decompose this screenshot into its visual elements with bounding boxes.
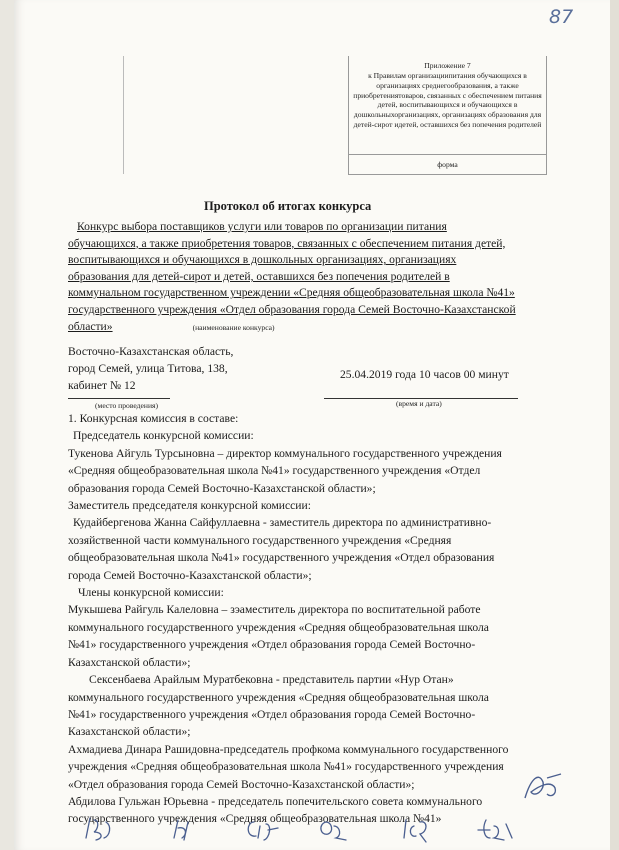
body-line: Сексенбаева Арайлым Муратбековна - представитель партии «Нур Отан» <box>89 673 454 687</box>
intro-line-last <box>68 319 548 337</box>
body-line: Члены конкурсной комиссии: <box>78 586 224 600</box>
header-table-divider <box>123 56 124 174</box>
body-line: Председатель конкурсной комиссии: <box>73 429 254 443</box>
body-line: учреждения «Средняя общеобразовательная школа №41» государственного учреждения <box>68 760 504 774</box>
body-line: города Семей Восточно-Казахстанской области»; <box>68 568 312 582</box>
signature-1-icon <box>86 818 110 840</box>
time-caption: (время и дата) <box>396 399 442 408</box>
address-line: Восточно-Казахстанская область, <box>68 345 234 358</box>
body-line: Кудайбергенова Жанна Сайфуллаевна - заместитель директора по административно- <box>73 516 492 530</box>
commission-composition <box>68 410 568 828</box>
meeting-datetime: 25.04.2019 года 10 часов 00 минут <box>340 368 509 381</box>
page-number: 87 <box>549 6 574 28</box>
body-line: Тукенова Айгуль Турсыновна – директор коммунального государственного учреждения <box>68 446 502 460</box>
body-line: «Средняя общеобразовательная школа №41» государственного учреждения «Отдел <box>68 464 481 478</box>
body-line: Мукышева Райгуль Калеловна – зэаместитель директора по воспитательной работе <box>68 603 481 617</box>
signature-3-icon <box>248 822 278 840</box>
body-line: №41» государственного учреждения «Отдел образования города Семей Восточно- <box>68 638 476 652</box>
contest-intro <box>68 219 548 336</box>
body-line: №41» государственного учреждения «Отдел образования города Семей Восточно- <box>68 707 476 721</box>
place-caption: (место проведения) <box>95 401 159 410</box>
intro-line: области» <box>68 319 113 333</box>
body-line: Ахмадиева Динара Рашидовна-председатель профкома коммунального государственного <box>68 742 509 756</box>
body-line: общеобразовательная школа №41» государственного учреждения «Отдел образования <box>68 551 495 565</box>
place-underline <box>68 398 170 399</box>
signature-5-icon <box>404 820 426 842</box>
scan-edge <box>610 0 619 850</box>
appendix-form-label: форма <box>349 154 546 174</box>
signature-4-icon <box>321 822 346 840</box>
body-line: коммунального государственного учреждения «Средняя общеобразовательная школа <box>68 620 489 634</box>
body-line: государственного учреждения «Средняя общеобразовательная школа №41» <box>68 812 442 826</box>
intro-line: воспитывающихся и обучающихся в дошкольных организациях, организациях <box>68 253 457 267</box>
address-line: кабинет № 12 <box>68 379 136 392</box>
intro-line: образования для детей-сирот и детей, оставшихся без попечения родителей в <box>68 269 450 283</box>
body-line: 1. Конкурсная комиссия в составе: <box>68 412 239 425</box>
contest-name-caption: (наименование конкурса) <box>192 322 275 332</box>
member-signatures <box>54 808 614 848</box>
signature-2-icon <box>174 820 188 840</box>
body-line: Заместитель председателя конкурсной комиссии: <box>68 499 311 513</box>
intro-line: Конкурс выбора поставщиков услуги или товаров по организации питания <box>77 220 447 233</box>
body-line: Абдилова Гульжан Юрьевна - председатель попечительского совета коммунального <box>68 794 483 808</box>
body-line: Казахстанской области»; <box>68 655 191 669</box>
document-page <box>14 0 610 850</box>
body-line: хозяйственной части коммунального государственного учреждения «Средняя <box>68 533 452 547</box>
body-line: образования города Семей Восточно-Казахстанской области»; <box>68 481 376 495</box>
appendix-text: к Правилам организациипитания обучающихся в организациях среднегообразования, а также приобретениятоваров, связанных с обеспечением питания детей, воспитывающихся и обучающихся в дошкольныхорганизациях, организациях образования для детей-сирот идетей, оставшихся без попечения родителей <box>353 70 542 130</box>
intro-line: государственного учреждения «Отдел образования города Семей Восточно-Казахстанской <box>68 302 516 316</box>
intro-line: коммунальном государственном учреждении «Средняя общеобразовательная школа №41» <box>68 286 515 300</box>
address-line: город Семей, улица Титова, 138, <box>68 362 228 375</box>
intro-line: обучающихся, а также приобретения товаров, связанных с обеспечением питания детей, <box>68 236 506 250</box>
body-line: «Отдел образования города Семей Восточно-Казахстанской области»; <box>68 777 415 791</box>
appendix-title: Приложение 7 <box>424 61 471 70</box>
document-title: Протокол об итогах конкурса <box>204 199 372 213</box>
address-block <box>68 343 233 394</box>
body-line: коммунального государственного учреждения «Средняя общеобразовательная школа <box>68 690 489 704</box>
appendix-box <box>348 56 547 175</box>
body-line: Казахстанской области»; <box>68 725 191 739</box>
handwritten-signature-icon <box>517 768 567 806</box>
signature-6-icon <box>478 820 512 840</box>
